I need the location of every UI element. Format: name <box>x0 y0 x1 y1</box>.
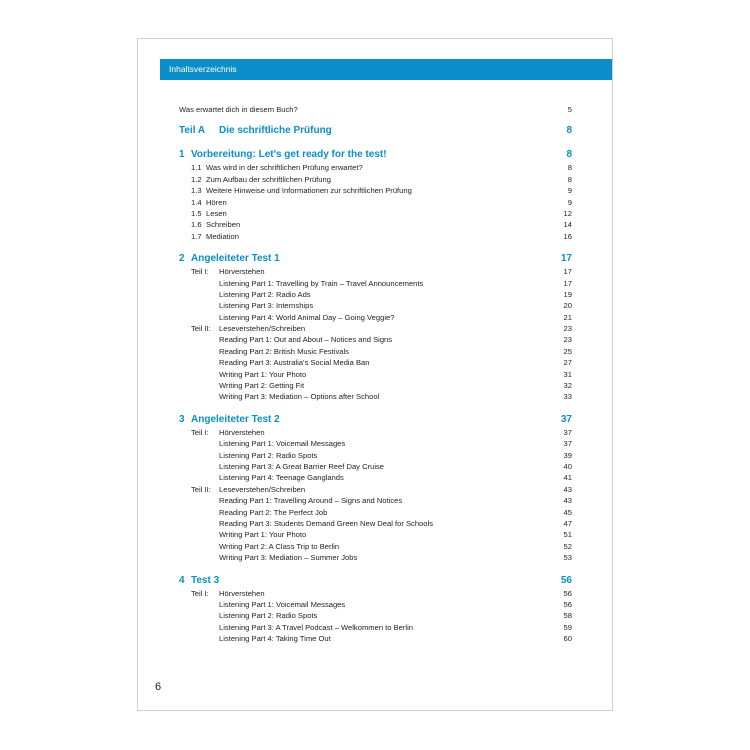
toc-entry-label: Leseverstehen/Schreiben <box>219 484 306 494</box>
toc-entry-label: Listening Part 4: World Animal Day – Going Veggie? <box>219 312 395 322</box>
toc-entry-label: Writing Part 1: Your Photo <box>219 369 307 379</box>
toc-entry-number: 1.3 <box>191 186 202 196</box>
toc-entry-label: Reading Part 3: Students Demand Green New Deal for Schools <box>219 518 434 528</box>
toc-entry-row <box>179 289 572 300</box>
toc-intro-page: 5 <box>567 105 572 114</box>
toc-chapters <box>179 148 572 644</box>
toc-entry-label: Listening Part 3: A Travel Podcast – Welkommen to Berlin <box>219 622 414 632</box>
toc-entry-page: 53 <box>563 553 572 563</box>
toc-entry-label: Schreiben <box>206 220 241 230</box>
toc-entry-row <box>179 174 572 185</box>
toc-entry-number: 1.5 <box>191 208 202 218</box>
document-page <box>137 38 613 711</box>
toc-part-label: Die schriftliche Prüfung <box>219 125 332 137</box>
table-of-contents <box>179 104 572 644</box>
toc-entry-number: 1.2 <box>191 174 202 184</box>
toc-chapter-row <box>179 413 572 427</box>
toc-chapter-number: 4 <box>179 574 185 586</box>
toc-header-title: Inhaltsverzeichnis <box>169 64 237 74</box>
toc-entry-label: Listening Part 1: Voicemail Messages <box>219 599 346 609</box>
toc-entry-row <box>179 231 572 242</box>
toc-entry-row <box>179 312 572 323</box>
toc-entry-row <box>179 266 572 277</box>
toc-entry-row <box>179 357 572 368</box>
toc-entry-label: Writing Part 1: Your Photo <box>219 530 307 540</box>
toc-entry-label: Writing Part 2: A Class Trip to Berlin <box>219 541 340 551</box>
toc-entry-page: 9 <box>567 186 572 196</box>
toc-entry-number: 1.7 <box>191 231 202 241</box>
toc-chapter-page: 56 <box>560 574 572 586</box>
toc-spacer <box>179 242 572 252</box>
toc-entry-label: Listening Part 3: Internships <box>219 301 314 311</box>
toc-chapter-label: Angeleiteter Test 1 <box>191 253 280 265</box>
toc-entry-label: Reading Part 3: Australia's Social Media Ban <box>219 358 370 368</box>
toc-entry-row <box>179 162 572 173</box>
toc-entry-page: 37 <box>563 427 572 437</box>
toc-entry-row <box>179 450 572 461</box>
toc-entry-row <box>179 588 572 599</box>
toc-entry-label: Hörverstehen <box>219 267 265 277</box>
toc-part-page: 8 <box>566 125 572 137</box>
toc-entry-number: 1.6 <box>191 220 202 230</box>
toc-entry-page: 21 <box>563 312 572 322</box>
toc-entry-page: 31 <box>563 369 572 379</box>
toc-entry-label: Writing Part 3: Mediation – Options after School <box>219 392 380 402</box>
toc-entry-label: Listening Part 4: Teenage Ganglands <box>219 473 344 483</box>
toc-entry-label: Listening Part 2: Radio Ads <box>219 289 311 299</box>
toc-entry-label: Reading Part 2: The Perfect Job <box>219 507 328 517</box>
toc-entry-page: 60 <box>563 634 572 644</box>
toc-entry-label: Listening Part 4: Taking Time Out <box>219 634 331 644</box>
toc-entry-label: Writing Part 2: Getting Fit <box>219 381 305 391</box>
toc-intro-label: Was erwartet dich in diesem Buch? <box>179 105 298 114</box>
toc-chapter-row <box>179 574 572 588</box>
toc-entry-row <box>179 484 572 495</box>
toc-entry-row <box>179 197 572 208</box>
toc-entry-row <box>179 208 572 219</box>
toc-entry-page: 9 <box>567 197 572 207</box>
toc-chapter-page: 17 <box>560 253 572 265</box>
toc-entry-row <box>179 541 572 552</box>
toc-entry-row <box>179 552 572 563</box>
toc-entry-label: Mediation <box>206 231 239 241</box>
toc-entry-row <box>179 438 572 449</box>
toc-entry-label: Listening Part 1: Voicemail Messages <box>219 439 346 449</box>
toc-entry-page: 32 <box>563 381 572 391</box>
toc-entry-page: 16 <box>563 231 572 241</box>
toc-entry-row <box>179 472 572 483</box>
toc-chapter-number: 1 <box>179 149 185 161</box>
toc-entry-page: 47 <box>563 518 572 528</box>
toc-entry-row <box>179 633 572 644</box>
toc-chapter-number: 3 <box>179 413 185 425</box>
toc-entry-row <box>179 185 572 196</box>
toc-entry-row <box>179 461 572 472</box>
toc-chapter-number: 2 <box>179 253 185 265</box>
toc-entry-row <box>179 300 572 311</box>
toc-entry-number: Teil I: <box>191 427 209 437</box>
toc-entry-label: Hörverstehen <box>219 427 265 437</box>
toc-entry-page: 52 <box>563 541 572 551</box>
toc-entry-number: Teil II: <box>191 484 211 494</box>
toc-entry-page: 19 <box>563 289 572 299</box>
toc-intro-row <box>179 104 572 115</box>
toc-entry-page: 20 <box>563 301 572 311</box>
toc-chapter-label: Test 3 <box>191 574 220 586</box>
toc-entry-row <box>179 622 572 633</box>
toc-chapter-label: Vorbereitung: Let's get ready for the test! <box>191 149 387 161</box>
toc-entry-row <box>179 495 572 506</box>
toc-chapter-page: 8 <box>566 149 572 161</box>
toc-entry-row <box>179 610 572 621</box>
toc-part-row <box>179 124 572 138</box>
toc-entry-page: 41 <box>563 473 572 483</box>
toc-entry-page: 51 <box>563 530 572 540</box>
toc-entry-page: 17 <box>563 267 572 277</box>
toc-entry-page: 43 <box>563 496 572 506</box>
toc-part-number: Teil A <box>179 125 206 137</box>
toc-spacer <box>179 564 572 574</box>
toc-entry-page: 37 <box>563 439 572 449</box>
toc-entry-row <box>179 380 572 391</box>
page-number: 6 <box>155 681 162 693</box>
toc-entry-row <box>179 369 572 380</box>
toc-entry-number: Teil I: <box>191 267 209 277</box>
toc-entry-row <box>179 529 572 540</box>
toc-entry-number: Teil I: <box>191 588 209 598</box>
toc-entry-page: 23 <box>563 335 572 345</box>
toc-entry-page: 56 <box>563 588 572 598</box>
toc-entry-row <box>179 518 572 529</box>
toc-entry-label: Zum Aufbau der schriftlichen Prüfung <box>206 174 331 184</box>
toc-entry-page: 17 <box>563 278 572 288</box>
toc-entry-page: 58 <box>563 611 572 621</box>
toc-entry-page: 43 <box>563 484 572 494</box>
toc-entry-page: 59 <box>563 622 572 632</box>
toc-chapter-row <box>179 148 572 162</box>
toc-entry-page: 40 <box>563 461 572 471</box>
toc-entry-page: 27 <box>563 358 572 368</box>
toc-entry-label: Leseverstehen/Schreiben <box>219 324 306 334</box>
toc-entry-number: Teil II: <box>191 324 211 334</box>
toc-entry-label: Reading Part 1: Out and About – Notices and Signs <box>219 335 393 345</box>
toc-entry-page: 23 <box>563 324 572 334</box>
toc-entry-label: Weitere Hinweise und Informationen zur schriftlichen Prüfung <box>206 186 412 196</box>
toc-entry-row <box>179 278 572 289</box>
toc-entry-label: Hören <box>206 197 227 207</box>
toc-entry-label: Listening Part 3: A Great Barrier Reef Day Cruise <box>219 461 385 471</box>
toc-chapter-page: 37 <box>560 413 572 425</box>
toc-chapter-row <box>179 252 572 266</box>
toc-entry-page: 8 <box>567 163 572 173</box>
toc-entry-label: Listening Part 2: Radio Spots <box>219 450 318 460</box>
toc-chapter-label: Angeleiteter Test 2 <box>191 413 280 425</box>
toc-entry-number: 1.4 <box>191 197 202 207</box>
toc-entry-page: 8 <box>567 174 572 184</box>
toc-entry-row <box>179 427 572 438</box>
toc-entry-page: 39 <box>563 450 572 460</box>
toc-entry-label: Reading Part 2: British Music Festivals <box>219 346 349 356</box>
toc-entry-label: Writing Part 3: Mediation – Summer Jobs <box>219 553 358 563</box>
toc-entry-row <box>179 323 572 334</box>
toc-entry-label: Listening Part 2: Radio Spots <box>219 611 318 621</box>
toc-entry-row <box>179 391 572 402</box>
toc-entry-row <box>179 346 572 357</box>
toc-entry-label: Reading Part 1: Travelling Around – Signs and Notices <box>219 496 403 506</box>
toc-entry-row <box>179 507 572 518</box>
toc-entry-row <box>179 334 572 345</box>
toc-entry-label: Hörverstehen <box>219 588 265 598</box>
toc-entry-row <box>179 219 572 230</box>
toc-entry-label: Listening Part 1: Travelling by Train – Travel Announcements <box>219 278 424 288</box>
toc-entry-label: Was wird in der schriftlichen Prüfung erwartet? <box>206 163 363 173</box>
toc-entry-page: 12 <box>563 208 572 218</box>
toc-spacer <box>179 403 572 413</box>
toc-entry-page: 33 <box>563 392 572 402</box>
toc-header-bar <box>160 59 612 80</box>
toc-entry-page: 45 <box>563 507 572 517</box>
toc-entry-label: Lesen <box>206 208 227 218</box>
toc-entry-number: 1.1 <box>191 163 202 173</box>
toc-entry-page: 14 <box>563 220 572 230</box>
toc-entry-page: 56 <box>563 599 572 609</box>
toc-entry-page: 25 <box>563 346 572 356</box>
toc-entry-row <box>179 599 572 610</box>
